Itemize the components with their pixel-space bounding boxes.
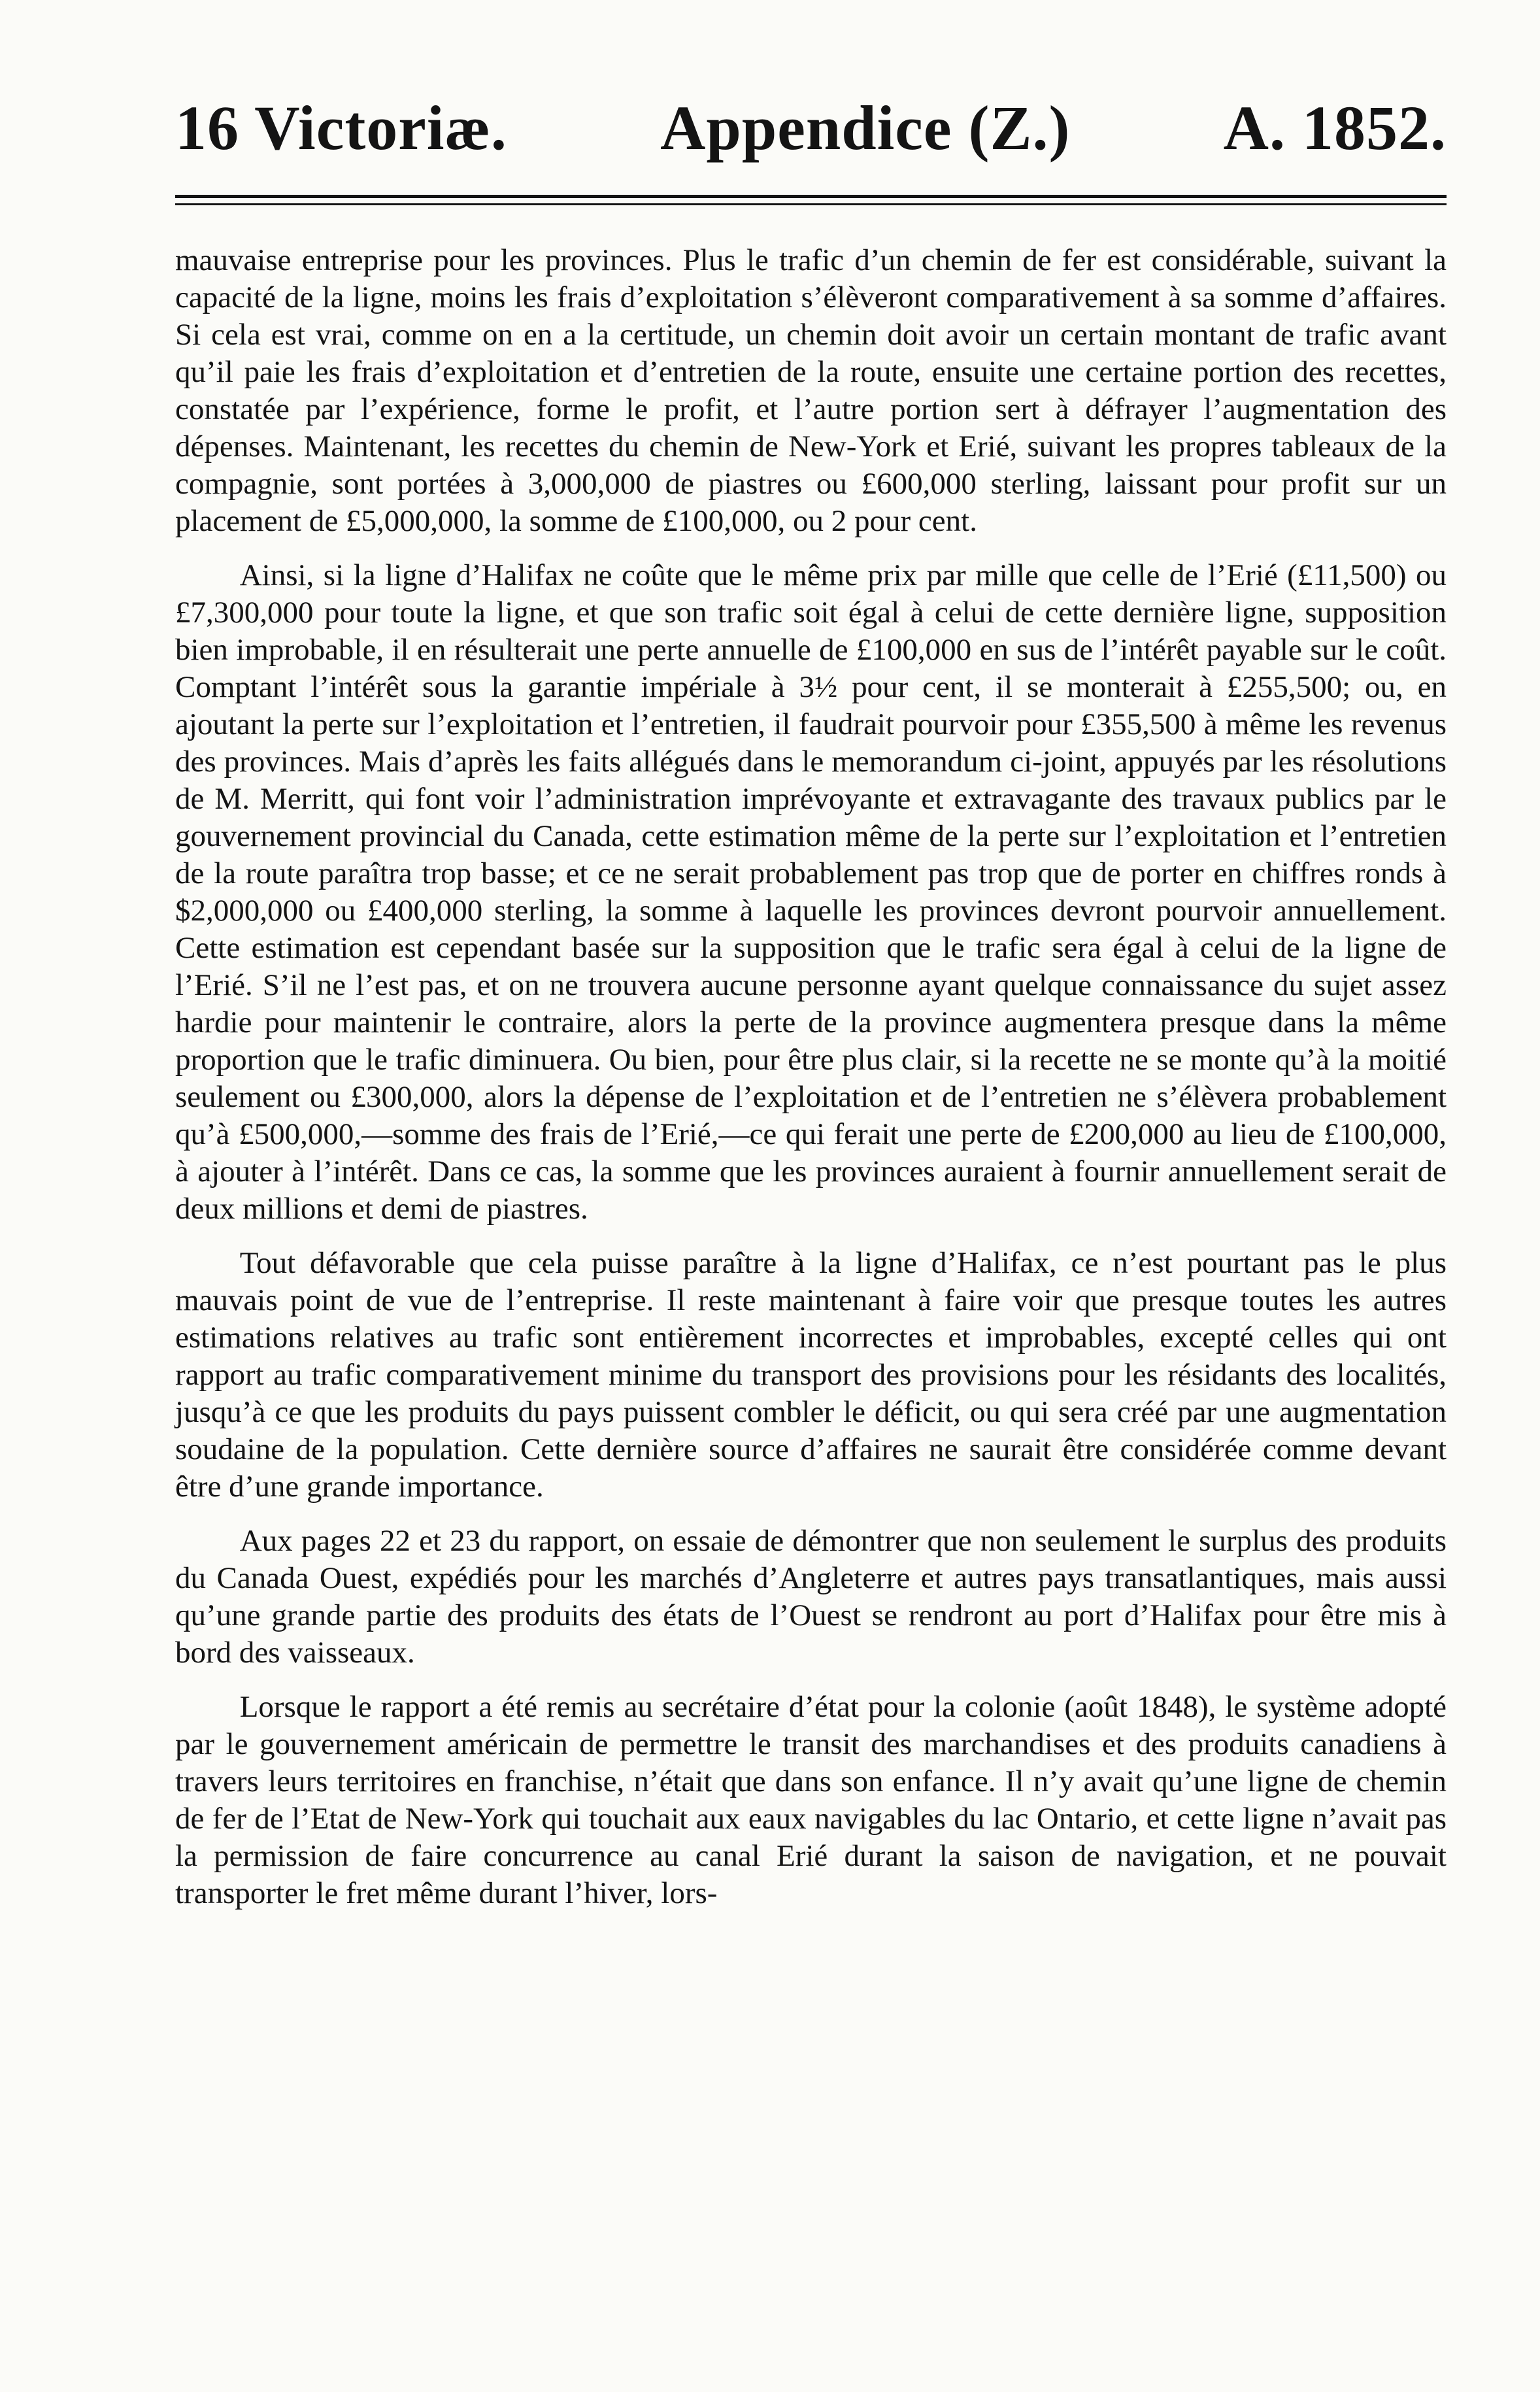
header-rule-thick [175,195,1447,198]
body-text [175,242,1447,1929]
paragraph: Lorsque le rapport a été remis au secrétaire d’état pour la colonie (août 1848), le système adopté par le gouvernement américain de permettre le transit des marchandises et des produits canadiens à travers leurs territoires en franchise, n’était que dans son enfance. Il n’y avait qu’une ligne de chemin de fer de l’Etat de New-York qui touchait aux eaux navigables du lac Ontario, et cette ligne n’avait pas la permission de faire concurrence au canal Erié durant la saison de navigation, et ne pouvait transporter le fret même durant l’hiver, lors- [175,1690,1447,1910]
paragraph-continuation: mauvaise entreprise pour les provinces. Plus le trafic d’un chemin de fer est considérable, suivant la capacité de la ligne, moins les frais d’exploitation s’élèveront comparativement à sa somme d’affaires. Si cela est vrai, comme on en a la certitude, un chemin doit avoir un certain montant de trafic avant qu’il paie les frais d’exploitation et d’entretien de la route, ensuite une certaine portion des recettes, constatée par l’expérience, forme le profit, et l’autre portion sert à défrayer l’augmentation des dépenses. Maintenant, les recettes du chemin de New-York et Erié, suivant les propres tableaux de la compagnie, sont portées à 3,000,000 de piastres ou £600,000 sterling, laissant pour profit sur un placement de £5,000,000, la somme de £100,000, ou 2 pour cent. [175,243,1447,538]
header-year: A. 1852. [1223,93,1447,163]
paragraph: Tout défavorable que cela puisse paraître à la ligne d’Halifax, ce n’est pourtant pas le plus mauvais point de vue de l’entreprise. Il reste maintenant à faire voir que presque toutes les autres estimations relatives au trafic sont entièrement incorrectes et improbables, excepté celles qui ont rapport au trafic comparativement minime du transport des provisions pour les résidants des localités, jusqu’à ce que les produits du pays puissent combler le déficit, ou qui sera créé par une augmentation soudaine de la population. Cette dernière source d’affaires ne saurait être considérée comme devant être d’une grande importance. [175,1246,1447,1504]
header-title: Appendice (Z.) [660,93,1071,163]
paragraph: Aux pages 22 et 23 du rapport, on essaie de démontrer que non seulement le surplus des produits du Canada Ouest, expédiés pour les marchés d’Angleterre et autres pays transatlantiques, mais aussi qu’une grande partie des produits des états de l’Ouest se rendront au port d’Halifax pour être mis à bord des vaisseaux. [175,1524,1447,1670]
paragraph: Ainsi, si la ligne d’Halifax ne coûte que le même prix par mille que celle de l’Erié (£11,500) ou £7,300,000 pour toute la ligne, et que son trafic soit égal à celui de cette dernière ligne, supposition bien improbable, il en résulterait une perte annuelle de £100,000 en sus de l’intérêt payable sur le coût. Comptant l’intérêt sous la garantie impériale à 3½ pour cent, il se monterait à £255,500; ou, en ajoutant la perte sur l’exploitation et l’entretien, il faudrait pourvoir pour £355,500 à même les revenus des provinces. Mais d’après les faits allégués dans le memorandum ci-joint, appuyés par les résolutions de M. Merritt, qui font voir l’administration imprévoyante et extravagante des travaux publics par le gouvernement provincial du Canada, cette estimation même de la perte sur l’exploitation et l’entretien de la route paraîtra trop basse; et ce ne serait probablement pas trop que de porter en chiffres ronds à $2,000,000 ou £400,000 sterling, la somme à laquelle les provinces devront pourvoir annuellement. Cette estimation est cependant basée sur la supposition que le trafic sera égal à celui de la ligne de l’Erié. S’il ne l’est pas, et on ne trouvera aucune personne ayant quelque connaissance du sujet assez hardie pour maintenir le contraire, alors la perte de la province augmentera presque dans la même proportion que le trafic diminuera. Ou bien, pour être plus clair, si la recette ne se monte qu’à la moitié seulement ou £300,000, alors la dépense de l’exploitation et de l’entretien ne s’élèvera probablement qu’à £500,000,—somme des frais de l’Erié,—ce qui ferait une perte de £200,000 au lieu de £100,000, à ajouter à l’intérêt. Dans ce cas, la somme que les provinces auraient à fournir annuellement serait de deux millions et demi de piastres. [175,558,1447,1226]
header-session: 16 Victoriæ. [175,93,507,163]
header-rule-thin [175,203,1447,205]
page-header [175,92,1447,170]
